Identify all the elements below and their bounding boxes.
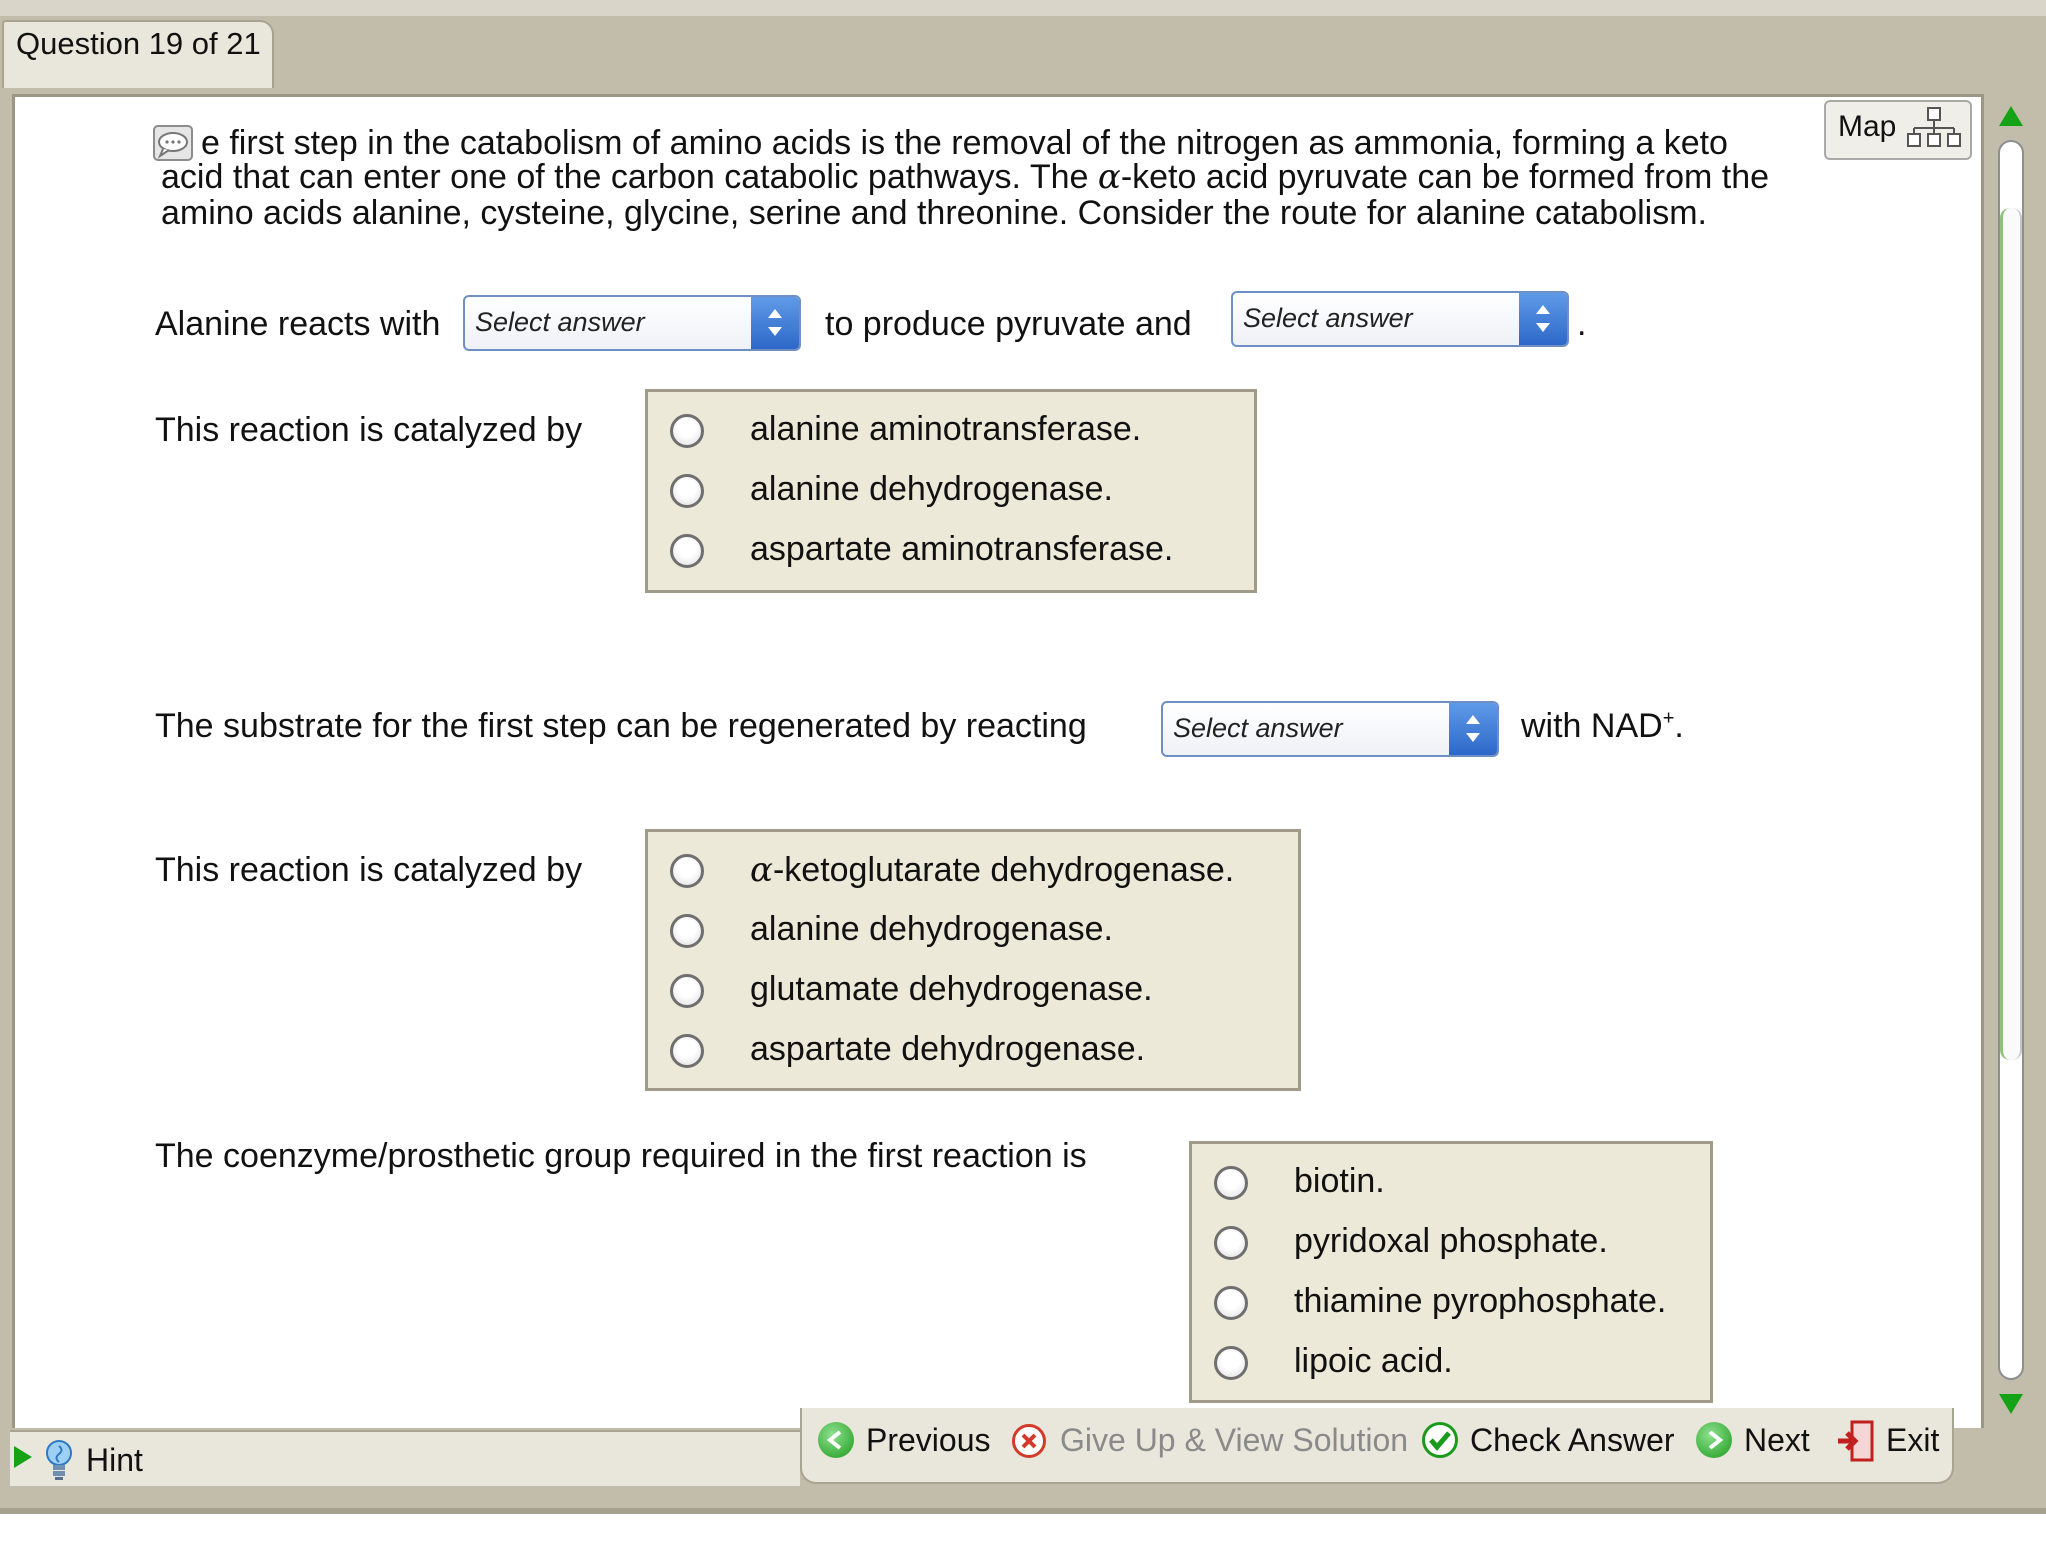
next-button[interactable]: Next: [1744, 1422, 1810, 1458]
exit-door-icon[interactable]: [1836, 1420, 1876, 1467]
scroll-up-arrow-icon[interactable]: [1999, 106, 2023, 126]
intro-line-1: e first step in the catabolism of amino acids is the removal of the nitrogen as ammonia, forming a keto: [201, 124, 1728, 162]
scrollbar-thumb[interactable]: [2000, 208, 2022, 1060]
give-up-view-solution-button[interactable]: Give Up & View Solution: [1060, 1422, 1409, 1458]
chevron-updown-icon[interactable]: [1519, 293, 1567, 345]
check-answer-button[interactable]: Check Answer: [1470, 1422, 1675, 1458]
q1-select-reactant[interactable]: [463, 295, 801, 351]
q1-prefix: Alanine reacts with: [155, 305, 441, 343]
next-arrow-icon[interactable]: [1696, 1422, 1732, 1458]
question-content: [12, 94, 1984, 1434]
q3-select-substrate[interactable]: [1161, 701, 1499, 757]
radio-button[interactable]: [670, 414, 704, 448]
give-up-x-icon[interactable]: [1012, 1424, 1046, 1458]
lightbulb-icon[interactable]: [44, 1438, 74, 1487]
check-icon[interactable]: [1422, 1422, 1458, 1458]
previous-button[interactable]: Previous: [866, 1422, 991, 1458]
map-button-label: Map: [1838, 110, 1897, 143]
q3-suffix: with NAD+.: [1521, 707, 1684, 745]
select-label: Select answer: [1173, 713, 1343, 743]
exit-button[interactable]: Exit: [1886, 1422, 1940, 1458]
tab-bar: [0, 16, 2046, 90]
radio-button[interactable]: [670, 854, 704, 888]
q5-options-box: biotin. pyridoxal phosphate. thiamine pyrophosphate. lipoic acid.: [1189, 1141, 1713, 1403]
scroll-down-arrow-icon[interactable]: [1999, 1394, 2023, 1414]
radio-button[interactable]: [1214, 1346, 1248, 1380]
radio-button[interactable]: [670, 1034, 704, 1068]
intro-line-2: acid that can enter one of the carbon catabolic pathways. The α-keto acid pyruvate can be formed from the: [161, 157, 1770, 197]
intro-line-3: amino acids alanine, cysteine, glycine, serine and threonine. Consider the route for alanine catabolism.: [161, 194, 1708, 232]
q2-options-box: alanine aminotransferase. alanine dehydrogenase. aspartate aminotransferase.: [645, 389, 1257, 593]
radio-button[interactable]: [670, 474, 704, 508]
chevron-updown-icon[interactable]: [1449, 703, 1497, 755]
window-top-strip: [0, 0, 2046, 17]
window-bottom-edge: [0, 1508, 2046, 1514]
q5-label: The coenzyme/prosthetic group required in the first reaction is: [155, 1137, 1087, 1175]
chevron-updown-icon[interactable]: [751, 297, 799, 349]
tab-question-label: Question 19 of 21: [16, 26, 261, 61]
radio-button[interactable]: [670, 914, 704, 948]
sitemap-icon: [1906, 106, 1962, 157]
radio-button[interactable]: [1214, 1226, 1248, 1260]
q4-options-box: α-ketoglutarate dehydrogenase. alanine dehydrogenase. glutamate dehydrogenase. aspartate dehydrogenase.: [645, 829, 1301, 1091]
radio-button[interactable]: [1214, 1166, 1248, 1200]
q3-prefix: The substrate for the first step can be regenerated by reacting: [155, 707, 1087, 745]
previous-arrow-icon[interactable]: [818, 1422, 854, 1458]
select-label: Select answer: [475, 307, 645, 337]
radio-button[interactable]: [1214, 1286, 1248, 1320]
comment-icon[interactable]: [153, 125, 193, 155]
hint-button[interactable]: Hint: [86, 1442, 143, 1478]
q1-middle: to produce pyruvate and: [825, 305, 1192, 343]
radio-button[interactable]: [670, 534, 704, 568]
q2-label: This reaction is catalyzed by: [155, 411, 583, 449]
q1-suffix: .: [1577, 305, 1587, 343]
select-label: Select answer: [1243, 303, 1413, 333]
q4-label: This reaction is catalyzed by: [155, 851, 583, 889]
q1-select-product[interactable]: [1231, 291, 1569, 347]
expand-triangle-icon[interactable]: [14, 1446, 32, 1468]
radio-button[interactable]: [670, 974, 704, 1008]
